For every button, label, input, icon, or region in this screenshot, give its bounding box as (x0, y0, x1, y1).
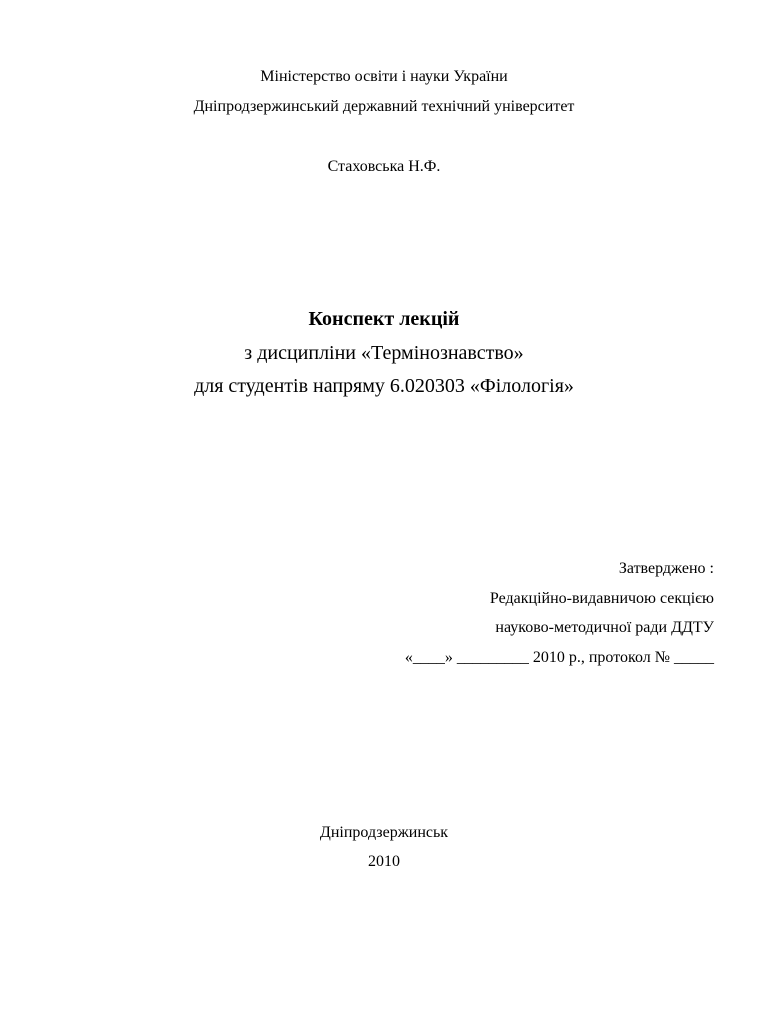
audience-subtitle: для студентів напряму 6.020303 «Філологія» (194, 375, 574, 397)
footer-city: Дніпродзержинськ (319, 824, 449, 841)
discipline-subtitle: з дисципліни «Термінознавство» (244, 342, 524, 364)
approval-protocol-line: «____» _________ 2010 р., протокол № _____ (404, 649, 714, 666)
author-name: Стаховська Н.Ф. (327, 158, 441, 175)
approval-body-line1: Редакційно-видавничою секцією (489, 590, 714, 607)
university-heading: Дніпродзержинський державний технічний університет (193, 98, 575, 115)
approval-label: Затверджено : (618, 560, 714, 577)
document-title: Конспект лекцій (308, 308, 460, 330)
ministry-heading: Міністерство освіти і науки України (260, 68, 508, 85)
footer-year: 2010 (368, 853, 400, 870)
approval-body-line2: науково-методичної ради ДДТУ (495, 619, 714, 636)
